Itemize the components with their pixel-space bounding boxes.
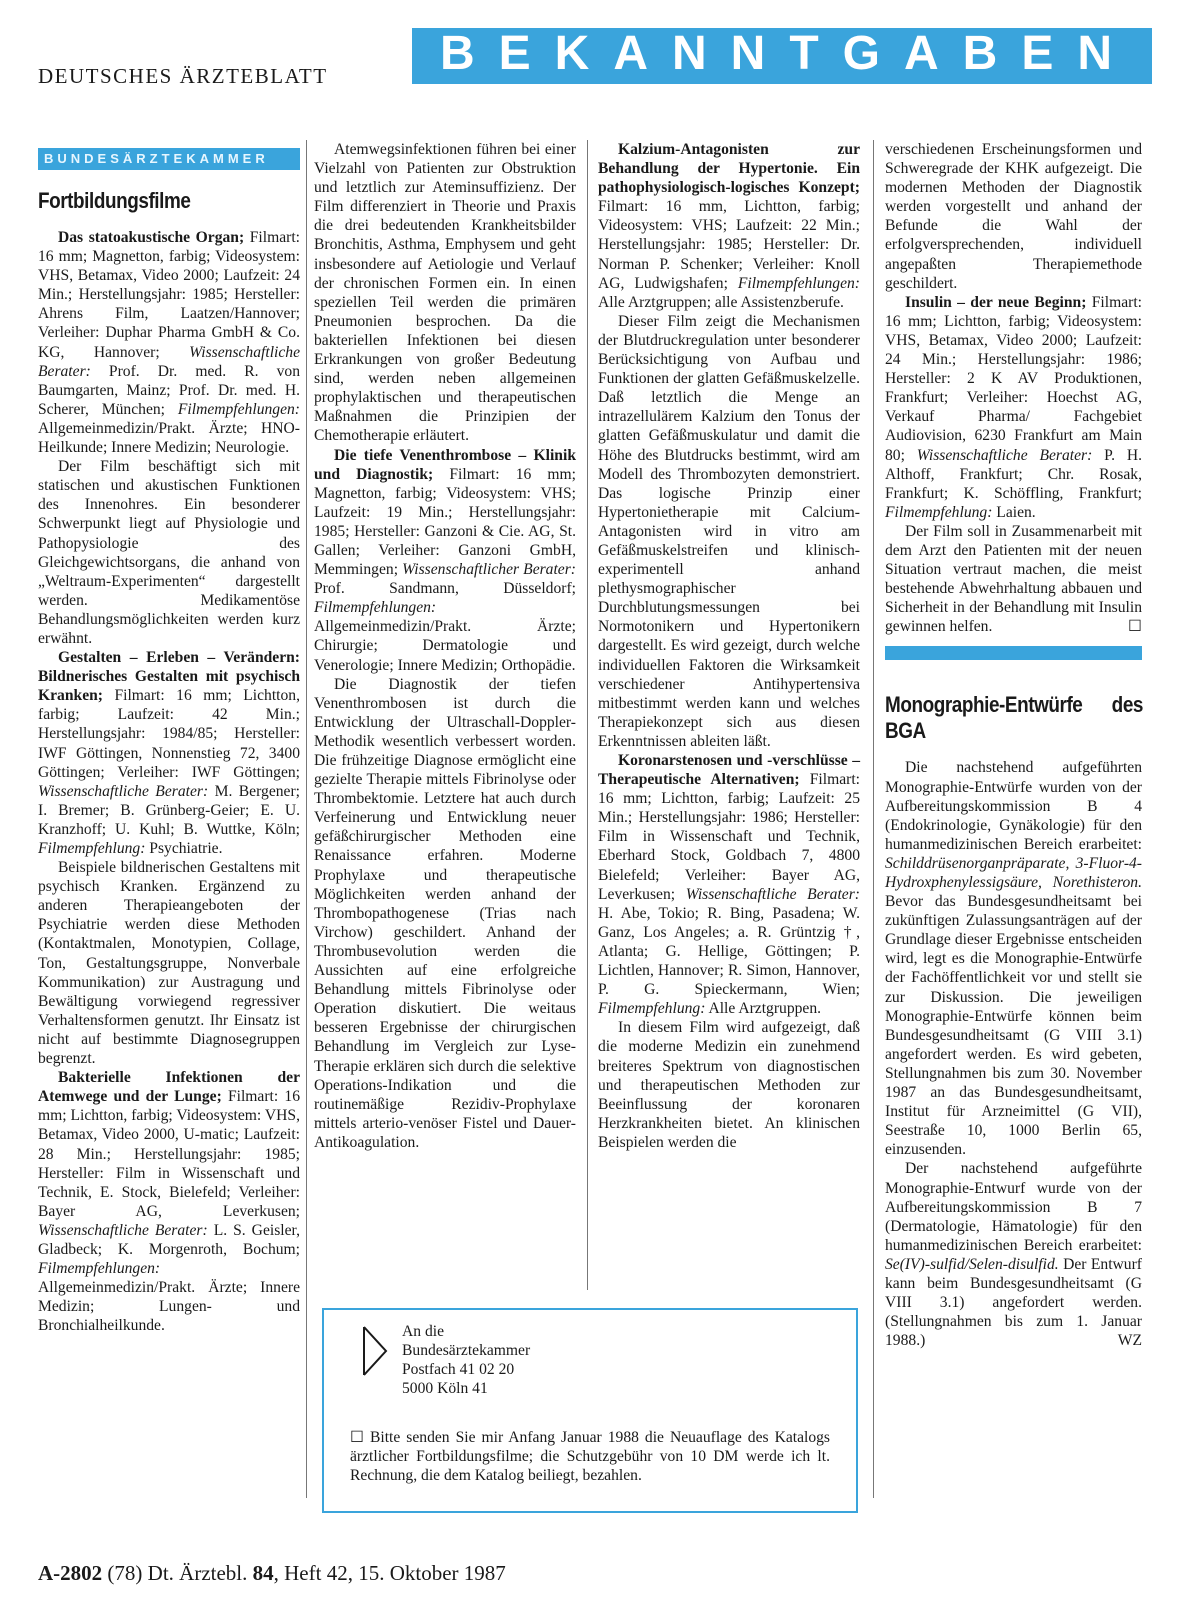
end-mark: ☐	[1128, 618, 1142, 636]
author-signature: WZ	[1117, 1332, 1142, 1350]
column-2	[314, 140, 576, 1152]
film-title: Gestalten – Erleben – Verändern: Bildnerisches Gestalten mit psychisch Kranken;	[38, 649, 300, 705]
film-title: Die tiefe Venenthrombose – Klinik und Diagnostik;	[314, 446, 576, 483]
article-heading: Fortbildungsfilme	[38, 188, 191, 213]
film-title: Das statoakustische Organ;	[58, 229, 245, 246]
film-entry: Bakterielle Infektionen der Atemwege und der Lunge; Filmart: 16 mm; Lichtton, farbig; Videosystem: VHS, Betamax, Video 2000, U-matic; Laufzeit: 28 Min.; Herstellungsjahr: 1985; Hersteller: Film in Wissenschaft und Technik, E. Stock, Bielefeld; Verleiher: Bayer AG, Leverkusen; Wissenschaftliche Berater: L. S. Geisler, Gladbeck; K. Morgenroth, Bochum; Filmempfehlungen: Allgemeinmedizin/Prakt. Ärzte; Innere Medizin; Lungen- und Bronchialheilkunde.	[38, 1069, 300, 1335]
film-description: Atemwegsinfektionen führen bei einer Vielzahl von Patienten zur Obstruktion und letztlich zur Ateminsuffizienz. Der Film differenziert in Theorie und Praxis die drei bedeutenden Krankheitsbilder Bronchitis, Asthma, Emphysem und geht insbesondere auf Aetiologie und Verlauf der chronischen Formen ein. In einen speziellen Teil werden die primären Pneumonien besprochen. Da die bakteriellen Infektionen bei diesen Erkrankungen von großer Bedeutung sind, werden neben allgemeinen prophylaktischen und therapeutischen Maßnahmen die Prinzipien der Chemotherapie erläutert.	[314, 141, 576, 445]
article-paragraph: Die nachstehend aufgeführten Monographie-Entwürfe wurden von der Aufbereitungskommission B 4 (Endokrinologie, Gynäkologie) für den humanmedizinischen Bereich erarbeitet: Schilddrüsenorganpräparate, 3-Fluor-4-Hydroxphenylessigsäure, Norethisteron. Bevor das Bundesgesundheitsamt bei zukünftigen Zulassungsanträgen auf der Grundlage dieser Ergebnisse entscheiden wird, legt es die Monographie-Entwürfe der Fachöffentlichkeit vor und stellt sie zur Diskussion. Die jeweiligen Monographie-Entwürfe können beim Bundesgesundheitsamt (G VIII 3.1) angefordert werden. Es wird gebeten, Stellungnahmen bis zum 30. November 1987 an das Bundesgesundheitsamt, Institut für Arzneimittel (G VII), Seestraße 10, 1000 Berlin 65, einzusenden.	[885, 759, 1142, 1159]
film-title: Koronarstenosen und -verschlüsse – Therapeutische Alternativen;	[598, 752, 860, 789]
column-divider	[873, 140, 874, 1498]
film-entry: Kalzium-Antagonisten zur Behandlung der Hypertonie. Ein pathophysiologisch-logisches Konzept; Filmart: 16 mm, Lichtton, farbig; Videosystem: VHS; Laufzeit: 22 Min.; Herstellungsjahr: 1985; Hersteller: Dr. Norman P. Schenker; Verleiher: Knoll AG, Ludwigshafen; Filmempfehlungen: Alle Arztgruppen; alle Assistenzberufe.	[598, 141, 860, 311]
film-entry: Gestalten – Erleben – Verändern: Bildnerisches Gestalten mit psychisch Kranken; Filmart: 16 mm; Lichtton, farbig; Laufzeit: 42 Min.; Herstellungsjahr: 1984/85; Hersteller: IWF Göttingen, Nonnenstieg 72, 3400 Göttingen; Verleiher: IWF Göttingen; Wissenschaftliche Berater: M. Bergener; I. Bremer; B. Grünberg-Geier; E. U. Kranzhoff; U. Kuhl; B. Wuttke, Köln; Filmempfehlung: Psychiatrie.	[38, 649, 300, 857]
film-description: In diesem Film wird aufgezeigt, daß die moderne Medizin ein zunehmend breiteres Spektrum von diagnostischen und therapeutischen Methoden zur Beeinflussung der koronaren Herzkrankheiten bietet. An klinischen Beispielen werden die	[598, 1019, 860, 1151]
order-request-text: ☐ Bitte senden Sie mir Anfang Januar 1988 die Neuauflage des Katalogs ärztlicher Fortbildungsfilme; die Schutzgebühr von 10 DM werde ich lt. Rechnung, die dem Katalog beiliegt, bezahlen.	[350, 1429, 831, 1484]
film-entry: Koronarstenosen und -verschlüsse – Therapeutische Alternativen; Filmart: 16 mm; Lichtton, farbig; Laufzeit: 25 Min.; Herstellungsjahr: 1986; Hersteller: Film in Wissenschaft und Technik, Eberhard Stock, Goldbach 7, 4800 Bielefeld; Verleiher: Bayer AG, Leverkusen; Wissenschaftliche Berater: H. Abe, Tokio; R. Bing, Pasadena; W. Ganz, Los Angeles; a. R. Grüntzig †, Atlanta; G. Hellige, Göttingen; P. Lichtlen, Hannover; R. Simon, Hannover, P. G. Spieckermann, Wien; Filmempfehlung: Alle Arztgruppen.	[598, 752, 860, 1018]
page-number: A-2802	[38, 1561, 103, 1585]
film-description: Dieser Film zeigt die Mechanismen der Blutdruckregulation unter besonderer Berücksichtigung von Aufbau und Funktionen der glatten Gefäßmuskelzelle. Daß letztlich die Menge an intrazellulärem Kalzium den Tonus der glatten Gefäßmuskulatur und damit die Höhe des Blutdrucks bestimmt, wird am Modell des Thrombozyten demonstriert. Das logische Prinzip einer Hypertonietherapie mit Calcium-Antagonisten wird in vitro am Gefäßmuskelstreifen und klinisch-experimentell anhand plethysmographischer Durchblutungsmessungen bei Normotonikern und Hypertonikern dargestellt. Es wird gezeigt, durch welche individuellen Faktoren die Wirksamkeit verschiedener Antihypertensiva mitbestimmt werden kann und welches Therapiekonzept sich aus diesen Erkenntnissen ableiten läßt.	[598, 312, 860, 750]
page-footer: A-2802 (78) Dt. Ärztebl. 84, Heft 42, 15. Oktober 1987	[38, 1561, 506, 1585]
film-description: Beispiele bildnerischen Gestaltens mit psychisch Kranken. Ergänzend zu anderen Therapieangeboten der Psychiatrie werden diese Methoden (Kontaktmalen, Monotypien, Collage, Ton, Gestaltungsgruppe, Nonverbale Kommunikation) zur Austragung und Bewältigung vorwiegend regressiver Verhaltensformen genutzt. Ihr Einsatz ist nicht auf bestimmte Diagnosegruppen begrenzt.	[38, 859, 300, 1068]
film-title: Bakterielle Infektionen der Atemwege und der Lunge;	[38, 1069, 300, 1106]
section-band	[885, 646, 1142, 660]
film-entry: Das statoakustische Organ; Filmart: 16 mm; Magnetton, farbig; Videosystem: VHS, Betamax, Video 2000; Laufzeit: 24 Min.; Herstellungsjahr: 1985; Hersteller: Ahrens Film, Laatzen/Hannover; Verleiher: Duphar Pharma GmbH & Co. KG, Hannover; Wissenschaftliche Berater: Prof. Dr. med. R. von Baumgarten, Mainz; Prof. Dr. med. H. Scherer, München; Filmempfehlungen: Allgemeinmedizin/Prakt. Ärzte; HNO-Heilkunde; Innere Medizin; Neurologie.	[38, 229, 300, 457]
film-title: Kalzium-Antagonisten zur Behandlung der Hypertonie. Ein pathophysiologisch-logisches Konzept;	[598, 141, 860, 197]
film-description: Der Film soll in Zusammenarbeit mit dem Arzt den Patienten mit der neuen Situation vertraut machen, die meist bestehende Abwehrhaltung abbauen und Sicherheit in der Behandlung mit Insulin gewinnen helfen. ☐	[885, 522, 1142, 636]
column-4	[885, 140, 1142, 1350]
order-checkbox[interactable]: ☐	[350, 1429, 364, 1446]
film-entry: Die tiefe Venenthrombose – Klinik und Diagnostik; Filmart: 16 mm; Magnetton, farbig; Videosystem: VHS; Laufzeit: 19 Min.; Herstellungsjahr: 1985; Hersteller: Ganzoni & Cie. AG, St. Gallen; Verleiher: Ganzoni GmbH, Memmingen; Wissenschaftlicher Berater: Prof. Sandmann, Düsseldorf; Filmempfehlungen: Allgemeinmedizin/Prakt. Ärzte; Chirurgie; Dermatologie und Venerologie; Innere Medizin; Orthopädie.	[314, 446, 576, 674]
article-heading: Monographie-Entwürfe des BGA	[885, 692, 1143, 744]
section-title: BEKANNTGABEN	[440, 27, 1136, 80]
column-1	[38, 140, 300, 1335]
column-divider	[587, 140, 588, 1290]
column-3	[598, 140, 860, 1152]
film-entry: Insulin – der neue Beginn; Filmart: 16 mm; Lichtton, farbig; Videosystem: VHS, Betamax, Video 2000; Laufzeit: 24 Min.; Herstellungsjahr: 1986; Hersteller: 2 K AV Produktionen, Frankfurt; Verleiher: Hoechst AG, Verkauf Pharma/ Fachgebiet Audiovision, 6230 Frankfurt am Main 80; Wissenschaftliche Berater: P. H. Althoff, Frankfurt; Chr. Rosak, Frankfurt; K. Schöffling, Frankfurt; Filmempfehlung: Laien.	[885, 293, 1142, 521]
masthead: DEUTSCHES ÄRZTEBLATT	[38, 64, 328, 88]
arrow-marker-icon	[360, 1325, 390, 1377]
order-address: An die Bundesärztekammer Postfach 41 02 20 5000 Köln 41	[402, 1323, 531, 1397]
section-band: BUNDESÄRZTEKAMMER	[38, 148, 300, 170]
article-paragraph: Der nachstehend aufgeführte Monographie-Entwurf wurde von der Aufbereitungskommission B 7 (Dermatologie, Hämatologie) für den humanmedizinischen Bereich erarbeitet: Se(IV)-sulfid/Selen-disulfid. Der Entwurf kann beim Bundesgesundheitsamt (G VIII 3.1) angefordert werden. (Stellungnahmen bis zum 1. Januar 1988.) WZ	[885, 1160, 1142, 1350]
film-description: Der Film beschäftigt sich mit statischen und akustischen Funktionen des Innenohres. Ein besonderer Schwerpunkt liegt auf Physiologie und Pathopysiologie des Gleichgewichtsorgans, die anhand von „Weltraum-Experimenten“ dargestellt werden. Medikamentöse Behandlungsmöglichkeiten werden kurz erwähnt.	[38, 458, 300, 647]
film-description: Die Diagnostik der tiefen Venenthrombosen ist durch die Entwicklung der Ultraschall-Doppler-Methodik wesentlich verbessert worden. Die frühzeitige Diagnose ermöglicht eine gezielte Therapie mittels Fibrinolyse oder Thrombektomie. Letztere hat auch durch Verfeinerung und Entwicklung neuer gefäßchirurgischer Methoden eine Renaissance erfahren. Moderne Prophylaxe und therapeutische Möglichkeiten werden anhand der Thrombopathogenese (Trias nach Virchow) geschildert. Anhand der Thrombusevolution werden die Aussichten auf eine erfolgreiche Behandlung mittels Fibrinolyse oder Operation diskutiert. Die weitaus besseren Ergebnisse der chirurgischen Behandlung im Vergleich zur Lyse-Therapie erklären sich durch die selektive Operations-Indikation und die routinemäßige Rezidiv-Prophylaxe mittels arterio-venöser Fistel und Dauer-Antikoagulation.	[314, 675, 576, 1151]
film-description: verschiedenen Erscheinungsformen und Schweregrade der KHK aufgezeigt. Die modernen Methoden der Diagnostik werden vorgestellt und anhand der Befunde die Wahl der erfolgversprechenden, individuell angepaßten Therapiemethode geschildert.	[885, 141, 1142, 292]
column-divider	[306, 140, 307, 1498]
film-title: Insulin – der neue Beginn;	[905, 293, 1087, 311]
